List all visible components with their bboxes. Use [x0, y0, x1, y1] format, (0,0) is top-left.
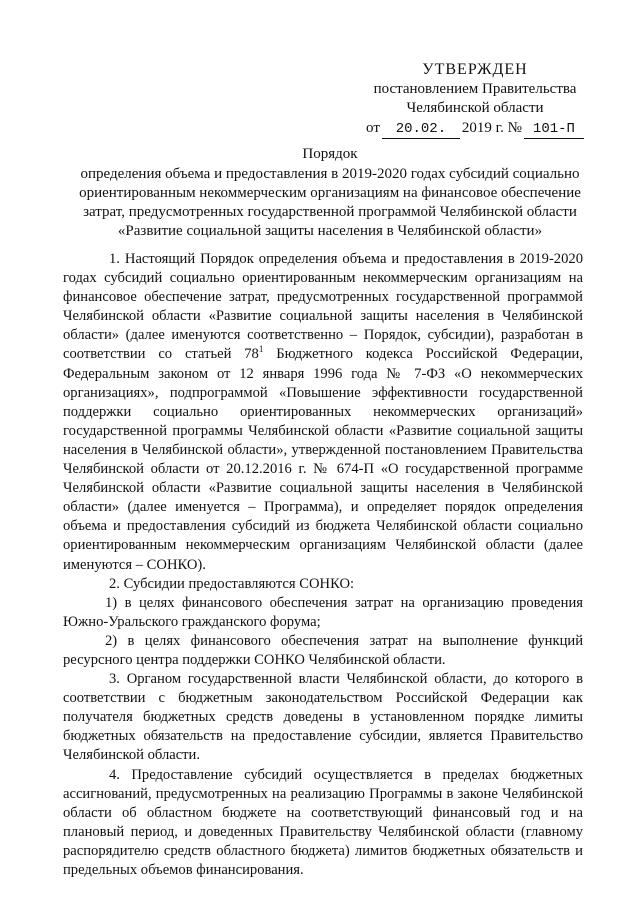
approval-line-2: Челябинской области	[406, 100, 544, 116]
paragraph-1-part-b: Бюджетного кодекса Российской Федерации, Федеральным законом от 12 января 1996 года № 7-ФЗ «О некоммерческих организациях», подпрограммой «Повышение эффективности государственной поддержки социально ориентированных некоммерческих организаций» государственной программы Челябинской области «Развитие социальной защиты населения в Челябинской области», утвержденной постановлением Правительства Челябинской области от 20.12.2016 г. № 674-П «О государственной программе Челябинской области «Развитие социальной защиты населения в Челябинской области» (далее именуется – Программа), и определяет порядок определения объема и предоставления субсидий из бюджета Челябинской области социально ориентированным некоммерческим организациям Челябинской области (далее именуются – СОНКО).	[63, 346, 583, 573]
title-heading: Порядок	[302, 146, 358, 162]
title-line-1: определения объема и предоставления в 2019-2020 годах субсидий социально	[80, 166, 580, 182]
approval-number-field: 101-П	[524, 121, 584, 139]
date-prefix: от	[366, 120, 380, 136]
article-superscript: 1	[258, 343, 264, 354]
title-line-2: ориентированным некоммерческим организациям на финансовое обеспечение	[79, 185, 581, 201]
document-body	[63, 250, 583, 880]
approval-line-1: постановлением Правительства	[373, 81, 577, 97]
paragraph-4: 4. Предоставление субсидий осуществляется в пределах бюджетных ассигнований, предусмотренных на реализацию Программы в законе Челябинской области об областном бюджете на соответствующий финансовый год и на плановый период, и доведенных Правительству Челябинской области (главному распорядителю средств областного бюджета) лимитов бюджетных обязательств и предельных объемов финансирования.	[63, 766, 583, 878]
approval-heading: УТВЕРЖДЕН	[422, 61, 528, 78]
document-title	[40, 145, 620, 241]
paragraph-1-part-a: 1. Настоящий Порядок определения объема и предоставления в 2019-2020 годах субсидий социально ориентированным некоммерческим организациям на финансовое обеспечение затрат, предусмотренных государственной программой Челябинской области «Развитие социальной защиты населения в Челябинской области» (далее именуются соответственно – Порядок, субсидии), разработан в соответствии со статьей 78	[63, 251, 583, 363]
paragraph-2-item-1: 1) в целях финансового обеспечения затрат на организацию проведения Южно-Уральского гражданского форума;	[63, 594, 583, 630]
paragraph-2-item-2: 2) в целях финансового обеспечения затрат на выполнение функций ресурсного центра поддержки СОНКО Челябинской области.	[63, 632, 583, 668]
paragraph-3: 3. Органом государственной власти Челябинской области, до которого в соответствии с бюджетным законодательством Российской Федерации как получателя бюджетных средств доведены в установленном порядке лимиты бюджетных обязательств на предоставление субсидии, является Правительство Челябинской области.	[63, 671, 583, 764]
paragraph-2: 2. Субсидии предоставляются СОНКО:	[109, 575, 355, 592]
title-line-4: «Развитие социальной защиты населения в Челябинской области»	[117, 223, 543, 239]
year-number-label: 2019 г. №	[461, 120, 522, 136]
title-line-3: затрат, предусмотренных государственной программой Челябинской области	[83, 204, 577, 220]
approval-date-line	[360, 119, 590, 139]
paragraph-1	[63, 250, 583, 575]
approval-date-field: 20.02.	[382, 121, 460, 139]
approval-stamp	[360, 60, 590, 139]
